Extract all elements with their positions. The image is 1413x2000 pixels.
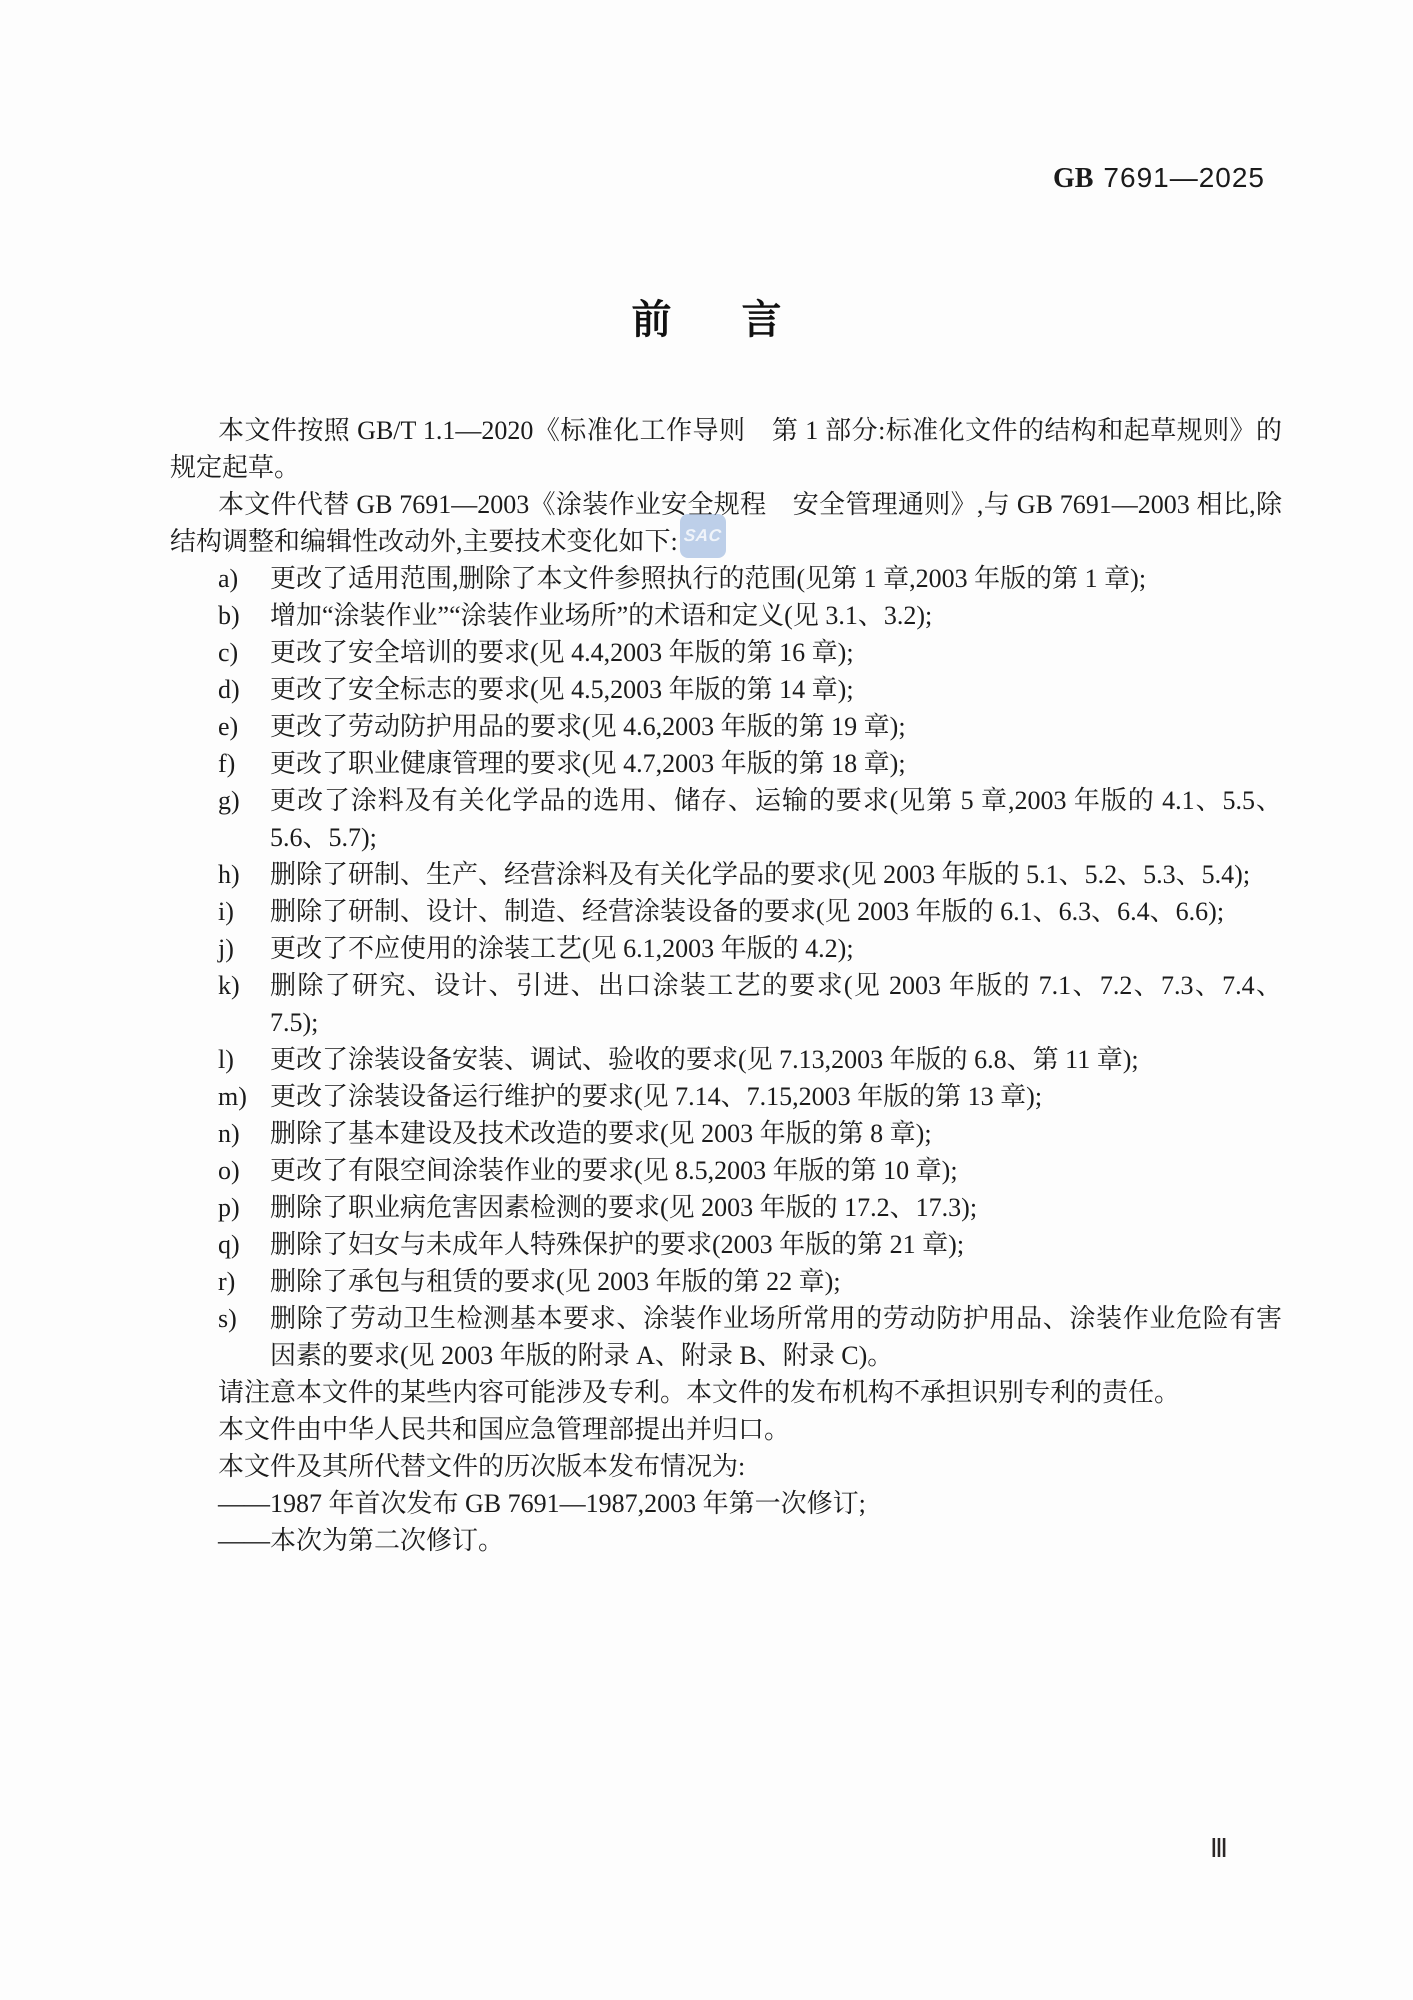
change-text: 更改了适用范围,删除了本文件参照执行的范围(见第 1 章,2003 年版的第 1 章); [270,564,1147,593]
technical-changes-list [170,560,1282,1374]
change-marker: s) [218,1304,237,1333]
change-marker: c) [218,638,239,667]
change-marker: k) [218,971,240,1000]
change-text: 增加“涂装作业”“涂装作业场所”的术语和定义(见 3.1、3.2); [270,601,933,630]
change-marker: r) [218,1267,236,1296]
change-marker: h) [218,860,240,889]
change-marker: e) [218,712,239,741]
change-marker: n) [218,1119,240,1148]
version-history-intro: 本文件及其所代替文件的历次版本发布情况为: [218,1452,746,1481]
change-text: 删除了职业病危害因素检测的要求(见 2003 年版的 17.2、17.3); [270,1193,978,1222]
change-text: 删除了妇女与未成年人特殊保护的要求(2003 年版的第 21 章); [270,1230,965,1259]
change-item-e [170,708,1282,745]
change-item-p [170,1189,1282,1226]
change-text: 删除了劳动卫生检测基本要求、涂装作业场所常用的劳动防护用品、涂装作业危险有害因素的要求(见 2003 年版的附录 A、附录 B、附录 C)。 [270,1304,1282,1370]
change-text: 更改了安全标志的要求(见 4.5,2003 年版的第 14 章); [270,675,854,704]
change-item-j [170,930,1282,967]
change-item-i [170,893,1282,930]
change-text: 更改了安全培训的要求(见 4.4,2003 年版的第 16 章); [270,638,854,667]
change-marker: g) [218,786,240,815]
change-text: 更改了职业健康管理的要求(见 4.7,2003 年版的第 18 章); [270,749,906,778]
history-item-1: ——1987 年首次发布 GB 7691—1987,2003 年第一次修订; [218,1489,866,1518]
change-item-g [170,782,1282,856]
change-item-c [170,634,1282,671]
change-marker: q) [218,1230,240,1259]
change-marker: b) [218,601,240,630]
sac-watermark-label: SAC [683,526,723,545]
change-marker: p) [218,1193,240,1222]
change-item-k [170,967,1282,1041]
standard-code [0,162,1265,195]
change-text: 更改了涂装设备安装、调试、验收的要求(见 7.13,2003 年版的 6.8、第 11 章); [270,1045,1139,1074]
issuing-body-paragraph: 本文件由中华人民共和国应急管理部提出并归口。 [218,1415,791,1444]
change-item-r [170,1263,1282,1300]
change-item-a [170,560,1282,597]
change-text: 更改了涂料及有关化学品的选用、储存、运输的要求(见第 5 章,2003 年版的 4.1、5.5、5.6、5.7); [270,786,1282,852]
change-marker: d) [218,675,240,704]
patent-notice-paragraph: 请注意本文件的某些内容可能涉及专利。本文件的发布机构不承担识别专利的责任。 [218,1378,1181,1407]
change-text: 更改了不应使用的涂装工艺(见 6.1,2003 年版的 4.2); [270,934,854,963]
change-item-m [170,1078,1282,1115]
change-item-q [170,1226,1282,1263]
standard-code-prefix: GB [1052,163,1094,194]
change-item-n [170,1115,1282,1152]
change-marker: j) [218,934,234,963]
change-marker: a) [218,564,239,593]
foreword-body [170,412,1282,1559]
intro-paragraph-1: 本文件按照 GB/T 1.1—2020《标准化工作导则 第 1 部分:标准化文件的结构和起草规则》的规定起草。 [170,416,1282,482]
page-title: 前言 [631,298,852,342]
change-text: 删除了承包与租赁的要求(见 2003 年版的第 22 章); [270,1267,841,1296]
page-number: Ⅲ [1210,1834,1228,1863]
change-item-l [170,1041,1282,1078]
page-title-row [0,288,1413,345]
change-item-h [170,856,1282,893]
change-text: 删除了研制、设计、制造、经营涂装设备的要求(见 2003 年版的 6.1、6.3、6.4、6.6); [270,897,1225,926]
change-item-b [170,597,1282,634]
change-text: 删除了研究、设计、引进、出口涂装工艺的要求(见 2003 年版的 7.1、7.2、7.3、7.4、7.5); [270,971,1282,1037]
change-item-f [170,745,1282,782]
change-marker: o) [218,1156,240,1185]
standard-code-number: 7691—2025 [1103,162,1265,193]
change-item-s [170,1300,1282,1374]
intro-paragraph-2: 本文件代替 GB 7691—2003《涂装作业安全规程 安全管理通则》,与 GB 7691—2003 相比,除结构调整和编辑性改动外,主要技术变化如下: [170,490,1282,556]
change-marker: i) [218,897,234,926]
change-text: 删除了研制、生产、经营涂料及有关化学品的要求(见 2003 年版的 5.1、5.2、5.3、5.4); [270,860,1251,889]
change-marker: f) [218,749,236,778]
change-text: 更改了涂装设备运行维护的要求(见 7.14、7.15,2003 年版的第 13 章); [270,1082,1043,1111]
change-item-d [170,671,1282,708]
change-text: 更改了劳动防护用品的要求(见 4.6,2003 年版的第 19 章); [270,712,906,741]
history-item-2: ——本次为第二次修订。 [218,1526,505,1555]
change-text: 更改了有限空间涂装作业的要求(见 8.5,2003 年版的第 10 章); [270,1156,958,1185]
change-text: 删除了基本建设及技术改造的要求(见 2003 年版的第 8 章); [270,1119,932,1148]
change-marker: m) [218,1082,247,1111]
change-marker: l) [218,1045,234,1074]
change-item-o [170,1152,1282,1189]
